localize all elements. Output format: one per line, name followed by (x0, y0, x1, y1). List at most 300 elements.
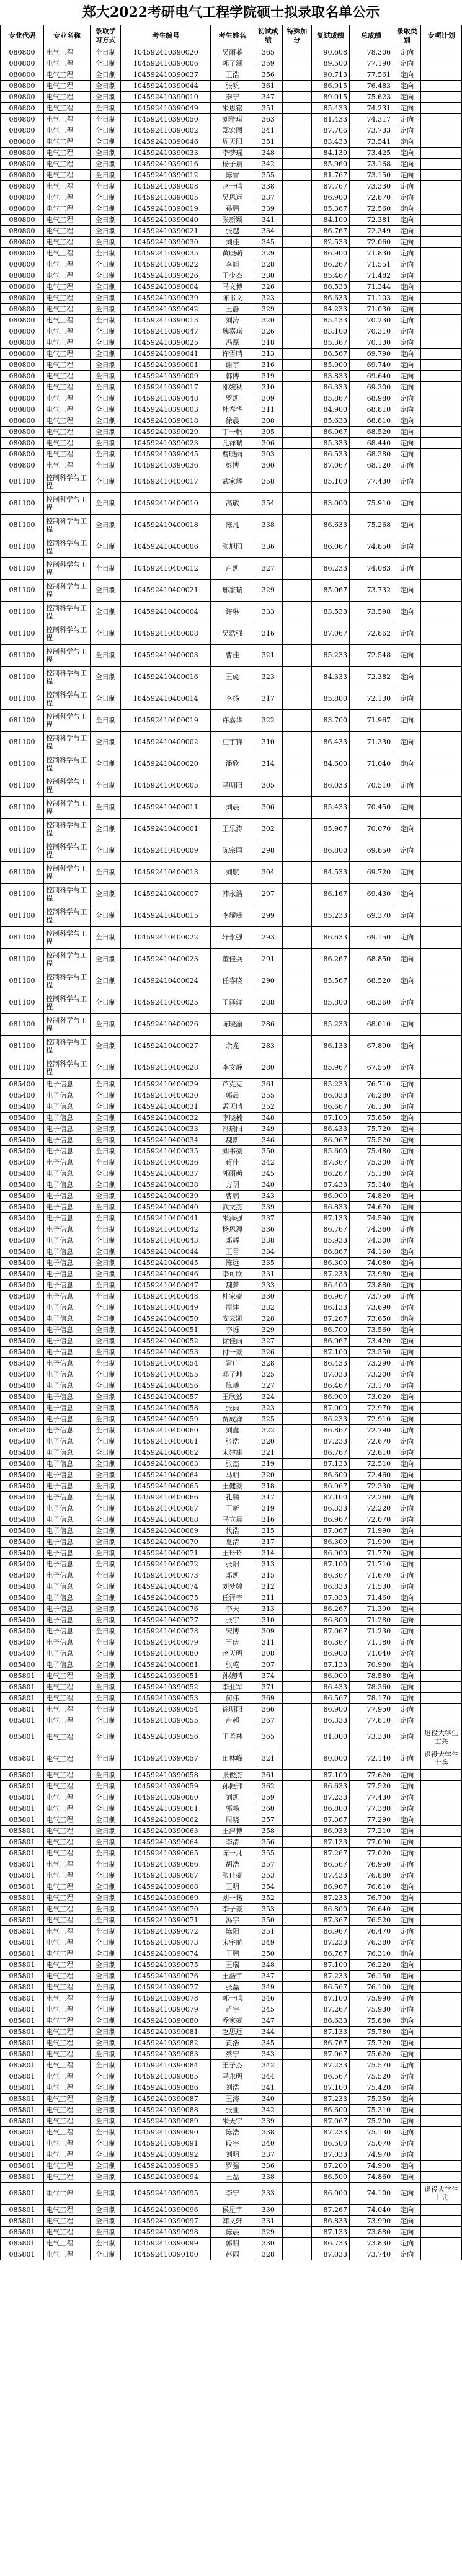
table-cell: 全日制 (90, 1937, 121, 1948)
table-cell: 085400 (1, 1537, 44, 1548)
table-cell: 全日制 (90, 2082, 121, 2094)
table-cell (421, 1982, 462, 1993)
table-cell: 104592410390054 (121, 1704, 211, 1715)
table-cell: 085400 (1, 1470, 44, 1481)
table-cell: 85.933 (311, 1235, 349, 1246)
table-row (1, 349, 462, 360)
table-cell (282, 2216, 311, 2227)
table-cell: 全日制 (90, 1726, 121, 1748)
table-cell (282, 215, 311, 226)
table-cell: 定向 (393, 2205, 421, 2216)
table-cell (421, 237, 462, 248)
table-cell: 全日制 (90, 1893, 121, 1904)
table-cell: 全日制 (90, 1904, 121, 1915)
table-cell: 王明 (211, 1881, 254, 1893)
table-cell: 86.300 (311, 1537, 349, 1548)
table-cell: 080800 (1, 192, 44, 203)
table-cell: 电子信息 (44, 1090, 91, 1101)
table-cell: 081100 (1, 797, 44, 819)
table-row (1, 1604, 462, 1615)
table-cell (282, 1803, 311, 1814)
table-cell: 72.910 (350, 1414, 393, 1425)
table-row (1, 862, 462, 884)
table-cell: 346 (254, 1993, 282, 2004)
table-cell: 全日制 (90, 1481, 121, 1492)
table-cell: 秦宁 (211, 92, 254, 103)
table-cell (421, 2238, 462, 2249)
table-cell: 74.850 (350, 536, 393, 558)
table-cell: 75.520 (350, 1135, 393, 1146)
table-cell: 刘书豪 (211, 1146, 254, 1157)
table-cell: 徐晨 (211, 415, 254, 427)
table-cell: 定向 (393, 1803, 421, 1814)
table-cell: 全日制 (90, 136, 121, 148)
table-cell: 定向 (393, 1570, 421, 1581)
table-row (1, 2227, 462, 2238)
table-cell: 电气工程 (44, 393, 91, 404)
table-cell (421, 1514, 462, 1526)
table-cell: 87.033 (311, 1369, 349, 1380)
table-cell: 全日制 (90, 1859, 121, 1870)
table-cell: 87.100 (311, 1770, 349, 1781)
table-cell: 李亚军 (211, 1682, 254, 1693)
table-cell: 104592410400021 (121, 580, 211, 602)
table-cell (421, 1604, 462, 1615)
table-cell: 全日制 (90, 2172, 121, 2183)
table-cell: 全日制 (90, 2004, 121, 2015)
table-cell: 72.140 (350, 1748, 393, 1770)
table-cell (421, 2049, 462, 2060)
table-cell: 80.000 (311, 1748, 349, 1770)
table-cell: 331 (254, 2216, 282, 2227)
column-header: 专业代码 (1, 25, 44, 47)
table-cell: 338 (254, 181, 282, 192)
table-row (1, 1224, 462, 1235)
table-cell: 86.000 (311, 1191, 349, 1202)
table-row (1, 471, 462, 493)
table-cell: 定向 (393, 69, 421, 81)
table-cell: 104592410400052 (121, 1336, 211, 1347)
table-cell (421, 1380, 462, 1392)
table-cell (421, 2149, 462, 2161)
table-cell: 280 (254, 1057, 282, 1079)
table-cell: 许琳 (211, 602, 254, 623)
table-cell: 定向 (393, 1837, 421, 1848)
table-cell (282, 2004, 311, 2015)
table-cell (282, 315, 311, 326)
table-cell (282, 1693, 311, 1704)
table-cell: 电气工程 (44, 2205, 91, 2216)
table-cell: 全日制 (90, 2161, 121, 2172)
table-cell: 电气工程 (44, 1971, 91, 1982)
table-cell: 电子信息 (44, 1403, 91, 1414)
table-cell: 081100 (1, 905, 44, 927)
table-cell: 电子信息 (44, 1280, 91, 1291)
table-cell: 李可欣 (211, 1269, 254, 1280)
table-cell: 全日制 (90, 2038, 121, 2049)
table-row (1, 1202, 462, 1213)
table-cell: 刘雅琪 (211, 114, 254, 125)
table-cell: 080800 (1, 47, 44, 58)
table-cell: 104592410390071 (121, 1915, 211, 1926)
table-cell: 控制科学与工程 (44, 1014, 91, 1036)
table-cell: 314 (254, 1548, 282, 1559)
table-cell: 324 (254, 1392, 282, 1403)
table-cell: 电气工程 (44, 2172, 91, 2183)
table-cell (282, 226, 311, 237)
table-cell: 342 (254, 2105, 282, 2116)
table-cell (282, 2127, 311, 2138)
table-cell: 马永明 (211, 2071, 254, 2082)
table-cell (282, 438, 311, 449)
table-cell: 定向 (393, 840, 421, 862)
table-cell: 085801 (1, 1881, 44, 1893)
table-cell: 电气工程 (44, 2071, 91, 2082)
table-cell: 70.510 (350, 775, 393, 797)
table-cell: 87.233 (311, 1937, 349, 1948)
table-cell: 全日制 (90, 1258, 121, 1269)
table-row (1, 304, 462, 315)
table-cell: 全日制 (90, 1592, 121, 1604)
table-cell: 080800 (1, 226, 44, 237)
table-cell: 080800 (1, 69, 44, 81)
table-cell: 306 (254, 797, 282, 819)
table-cell: 104592410400013 (121, 862, 211, 884)
table-cell (421, 2116, 462, 2127)
table-cell: 定向 (393, 645, 421, 667)
table-cell: 张乾 (211, 1659, 254, 1671)
table-cell: 全日制 (90, 382, 121, 393)
table-row (1, 1848, 462, 1859)
table-cell: 71.030 (350, 304, 393, 315)
table-cell: 87.367 (311, 1157, 349, 1168)
table-cell: 全日制 (90, 1982, 121, 1993)
table-cell (282, 1581, 311, 1592)
table-cell: 定向 (393, 2238, 421, 2249)
table-row (1, 337, 462, 349)
table-cell (282, 732, 311, 753)
table-cell: 080800 (1, 371, 44, 382)
table-row (1, 1826, 462, 1837)
table-cell: 定向 (393, 382, 421, 393)
table-cell (421, 2060, 462, 2071)
table-cell: 104592410390033 (121, 148, 211, 159)
table-cell: 104592410400011 (121, 797, 211, 819)
table-cell: 定向 (393, 293, 421, 304)
table-cell (421, 1157, 462, 1168)
table-cell: 全日制 (90, 1179, 121, 1191)
table-cell: 72.870 (350, 192, 393, 203)
table-cell: 定向 (393, 404, 421, 415)
table-cell: 86.167 (311, 884, 349, 905)
table-cell: 080800 (1, 438, 44, 449)
table-cell: 085400 (1, 1246, 44, 1258)
table-cell: 定向 (393, 215, 421, 226)
table-cell (282, 645, 311, 667)
table-cell: 085400 (1, 1291, 44, 1302)
table-cell: 081100 (1, 645, 44, 667)
table-cell: 王健豪 (211, 1481, 254, 1492)
table-cell (421, 1302, 462, 1313)
table-cell: 78.360 (350, 1682, 393, 1693)
table-cell: 全日制 (90, 1336, 121, 1347)
table-cell: 347 (254, 92, 282, 103)
table-cell: 陈远 (211, 1258, 254, 1269)
table-cell: 86.767 (311, 2038, 349, 2049)
table-cell: 电气工程 (44, 1893, 91, 1904)
table-cell: 电气工程 (44, 81, 91, 92)
table-cell: 104592410390020 (121, 47, 211, 58)
table-cell (282, 905, 311, 927)
table-cell: 定向 (393, 2249, 421, 2260)
table-cell: 全日制 (90, 1369, 121, 1380)
table-cell (421, 1291, 462, 1302)
table-cell: 86.967 (311, 1336, 349, 1347)
table-cell: 351 (254, 136, 282, 148)
table-cell: 104592410390098 (121, 2227, 211, 2238)
table-cell: 电气工程 (44, 2004, 91, 2015)
table-cell: 赵思远 (211, 2027, 254, 2038)
table-cell: 定向 (393, 1881, 421, 1893)
table-cell: 86.833 (311, 1581, 349, 1592)
table-cell: 全日制 (90, 1269, 121, 1280)
table-cell: 085400 (1, 1615, 44, 1626)
table-cell: 104592410400061 (121, 1436, 211, 1447)
table-cell: 定向 (393, 1436, 421, 1447)
table-cell: 081100 (1, 862, 44, 884)
table-cell: 104592410390026 (121, 270, 211, 282)
table-cell: 全日制 (90, 536, 121, 558)
table-cell: 75.070 (350, 2138, 393, 2149)
table-cell: 085400 (1, 1447, 44, 1459)
table-cell (421, 1682, 462, 1693)
table-cell: 104592410400080 (121, 1648, 211, 1659)
table-cell: 86.915 (311, 81, 349, 92)
table-cell: 348 (254, 1113, 282, 1124)
table-cell: 104592410400029 (121, 1079, 211, 1090)
table-cell: 定向 (393, 1926, 421, 1937)
table-cell: 电气工程 (44, 69, 91, 81)
table-cell: 电气工程 (44, 148, 91, 159)
table-cell: 电气工程 (44, 1993, 91, 2004)
table-cell: 365 (254, 47, 282, 58)
table-cell (282, 1057, 311, 1079)
table-cell: 孔鹏 (211, 1492, 254, 1503)
table-cell: 控制科学与工程 (44, 623, 91, 645)
table-row (1, 1904, 462, 1915)
table-cell: 081100 (1, 970, 44, 992)
table-cell: 288 (254, 992, 282, 1014)
table-row (1, 840, 462, 862)
table-cell: 87.233 (311, 2094, 349, 2105)
table-cell: 319 (254, 1459, 282, 1470)
table-cell: 赵天明 (211, 1648, 254, 1659)
table-cell: 085801 (1, 1926, 44, 1937)
table-cell: 75.570 (350, 2060, 393, 2071)
table-row (1, 2172, 462, 2183)
table-cell: 104592410390042 (121, 304, 211, 315)
table-cell: 定向 (393, 1904, 421, 1915)
table-cell: 080800 (1, 427, 44, 438)
table-cell (421, 2004, 462, 2015)
table-row (1, 1459, 462, 1470)
table-cell: 316 (254, 360, 282, 371)
table-cell: 325 (254, 1369, 282, 1380)
table-cell: 104592410390099 (121, 2238, 211, 2249)
table-row (1, 1392, 462, 1403)
table-cell: 085801 (1, 1870, 44, 1881)
table-cell: 定向 (393, 148, 421, 159)
table-cell: 327 (254, 558, 282, 580)
table-cell: 104592410400034 (121, 1135, 211, 1146)
table-cell: 控制科学与工程 (44, 536, 91, 558)
table-cell (282, 1648, 311, 1659)
table-cell: 329 (254, 580, 282, 602)
table-cell: 104592410390045 (121, 449, 211, 460)
table-cell (282, 710, 311, 732)
table-cell: 323 (254, 1403, 282, 1414)
table-cell: 304 (254, 862, 282, 884)
table-cell (421, 1503, 462, 1514)
column-header: 考生编号 (121, 25, 211, 47)
table-cell (282, 337, 311, 349)
table-cell: 76.880 (350, 1870, 393, 1881)
table-cell: 电气工程 (44, 2116, 91, 2127)
table-row (1, 1336, 462, 1347)
table-cell: 085801 (1, 1960, 44, 1971)
table-cell: 定向 (393, 1870, 421, 1881)
table-cell: 退役大学生士兵 (421, 2183, 462, 2205)
table-cell: 104592410400073 (121, 1570, 211, 1581)
table-row (1, 125, 462, 136)
table-cell: 电气工程 (44, 1715, 91, 1726)
table-cell: 355 (254, 170, 282, 181)
table-cell (421, 1014, 462, 1036)
table-cell (421, 449, 462, 460)
table-cell: 86.900 (311, 192, 349, 203)
table-cell: 71.344 (350, 282, 393, 293)
table-cell: 085801 (1, 1693, 44, 1704)
table-cell (282, 136, 311, 148)
table-cell: 085801 (1, 1682, 44, 1693)
table-cell: 控制科学与工程 (44, 1057, 91, 1079)
table-cell: 67.890 (350, 1036, 393, 1057)
table-cell: 全日制 (90, 215, 121, 226)
table-cell: 全日制 (90, 81, 121, 92)
table-cell (421, 1124, 462, 1135)
table-cell: 定向 (393, 58, 421, 69)
table-cell: 定向 (393, 1604, 421, 1615)
table-cell: 定向 (393, 515, 421, 536)
table-cell (421, 580, 462, 602)
table-cell: 291 (254, 949, 282, 970)
table-cell: 定向 (393, 970, 421, 992)
table-cell: 73.733 (350, 125, 393, 136)
table-cell: 定向 (393, 1246, 421, 1258)
table-cell: 全日制 (90, 282, 121, 293)
table-cell: 75.623 (350, 92, 393, 103)
table-cell (421, 1837, 462, 1848)
table-cell: 74.231 (350, 103, 393, 114)
table-cell: 72.548 (350, 645, 393, 667)
table-cell: 085400 (1, 1626, 44, 1637)
table-cell: 庄宇锋 (211, 732, 254, 753)
table-cell: 74.160 (350, 1246, 393, 1258)
table-cell (282, 1848, 311, 1859)
table-cell (421, 1715, 462, 1726)
table-cell: 71.040 (350, 1648, 393, 1659)
table-row (1, 493, 462, 515)
table-cell: 马立晨 (211, 1514, 254, 1526)
table-cell: 定向 (393, 427, 421, 438)
table-row (1, 2249, 462, 2260)
table-cell: 定向 (393, 1113, 421, 1124)
table-row (1, 259, 462, 270)
table-cell: 67.550 (350, 1057, 393, 1079)
table-cell (282, 1770, 311, 1781)
table-cell: 定向 (393, 1770, 421, 1781)
table-cell: 085801 (1, 2071, 44, 2082)
table-cell: 控制科学与工程 (44, 558, 91, 580)
table-cell (282, 393, 311, 404)
table-cell: 104592410400064 (121, 1470, 211, 1481)
table-cell: 电气工程 (44, 404, 91, 415)
table-cell (282, 862, 311, 884)
table-cell: 定向 (393, 905, 421, 927)
table-cell: 电气工程 (44, 1726, 91, 1748)
table-cell: 104592410400018 (121, 515, 211, 536)
table-cell (421, 148, 462, 159)
table-cell: 定向 (393, 2105, 421, 2116)
table-cell: 349 (254, 1124, 282, 1135)
table-cell: 080800 (1, 148, 44, 159)
table-cell: 电气工程 (44, 2238, 91, 2249)
table-cell (421, 1492, 462, 1503)
table-cell: 乔家豪 (211, 2015, 254, 2027)
table-cell: 定向 (393, 1459, 421, 1470)
table-cell: 邓凯 (211, 1570, 254, 1581)
table-cell (421, 81, 462, 92)
table-cell: 86.967 (311, 1881, 349, 1893)
table-cell: 085801 (1, 2094, 44, 2105)
table-cell: 104592410390021 (121, 226, 211, 237)
table-row (1, 1870, 462, 1881)
table-row (1, 2183, 462, 2205)
table-cell: 86.667 (311, 1101, 349, 1113)
table-cell: 安云凯 (211, 1313, 254, 1325)
table-cell: 邓辉 (211, 1235, 254, 1246)
table-cell: 定向 (393, 248, 421, 259)
table-cell: 全日制 (90, 949, 121, 970)
table-cell: 080800 (1, 248, 44, 259)
table-cell: 86.633 (311, 1781, 349, 1792)
table-cell (282, 623, 311, 645)
table-row (1, 1570, 462, 1581)
table-cell: 电气工程 (44, 159, 91, 170)
table-cell: 电子信息 (44, 1135, 91, 1146)
table-cell: 104592410400051 (121, 1325, 211, 1336)
table-cell (282, 1715, 311, 1726)
table-cell: 定向 (393, 1302, 421, 1313)
table-cell: 全日制 (90, 1514, 121, 1526)
table-cell: 085400 (1, 1380, 44, 1392)
table-cell: 104592410390016 (121, 159, 211, 170)
table-cell: 104592410400048 (121, 1291, 211, 1302)
table-cell (282, 1859, 311, 1870)
table-cell: 74.040 (350, 2205, 393, 2216)
table-cell (421, 1392, 462, 1403)
table-cell: 085801 (1, 1726, 44, 1748)
